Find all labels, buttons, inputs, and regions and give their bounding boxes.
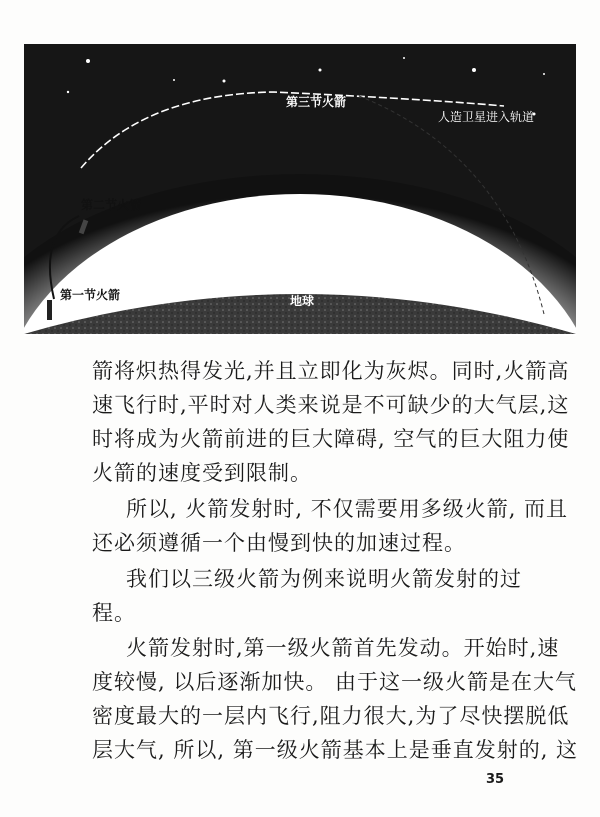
text-line: 我们以三级火箭为例来说明火箭发射的过 (126, 567, 522, 591)
page-number: 35 (486, 772, 505, 787)
text-line: 时将成为火箭前进的巨大障碍, 空气的巨大阻力使 (92, 427, 570, 451)
label-stage1: 第一节火箭 (60, 288, 121, 302)
text-line: 箭将炽热得发光,并且立即化为灰烬。同时,火箭高 (92, 359, 570, 383)
text-line: 密度最大的一层内飞行,阻力很大,为了尽快摆脱低 (92, 704, 570, 728)
label-stage2: 第二节火箭 (81, 198, 142, 212)
text-line: 火箭发射时,第一级火箭首先发动。开始时,速 (126, 636, 560, 660)
rocket-launch-illustration (24, 44, 576, 336)
label-stage3: 第三节火箭 (286, 95, 347, 109)
text-line: 层大气, 所以, 第一级火箭基本上是垂直发射的, 这 (92, 738, 579, 762)
text-line: 火箭的速度受到限制。 (92, 461, 312, 485)
rocket-icon (47, 300, 52, 320)
label-earth: 地球 (290, 294, 315, 308)
text-line: 程。 (92, 601, 136, 625)
label-orbit: 人造卫星进入轨道 (438, 110, 535, 124)
text-line: 度较慢, 以后逐渐加快。 由于这一级火箭是在大气 (92, 670, 578, 694)
text-line: 还必须遵循一个由慢到快的加速过程。 (92, 531, 466, 555)
text-line: 所以, 火箭发射时, 不仅需要用多级火箭, 而且 (126, 497, 569, 521)
text-line: 速飞行时,平时对人类来说是不可缺少的大气层,这 (92, 393, 570, 417)
